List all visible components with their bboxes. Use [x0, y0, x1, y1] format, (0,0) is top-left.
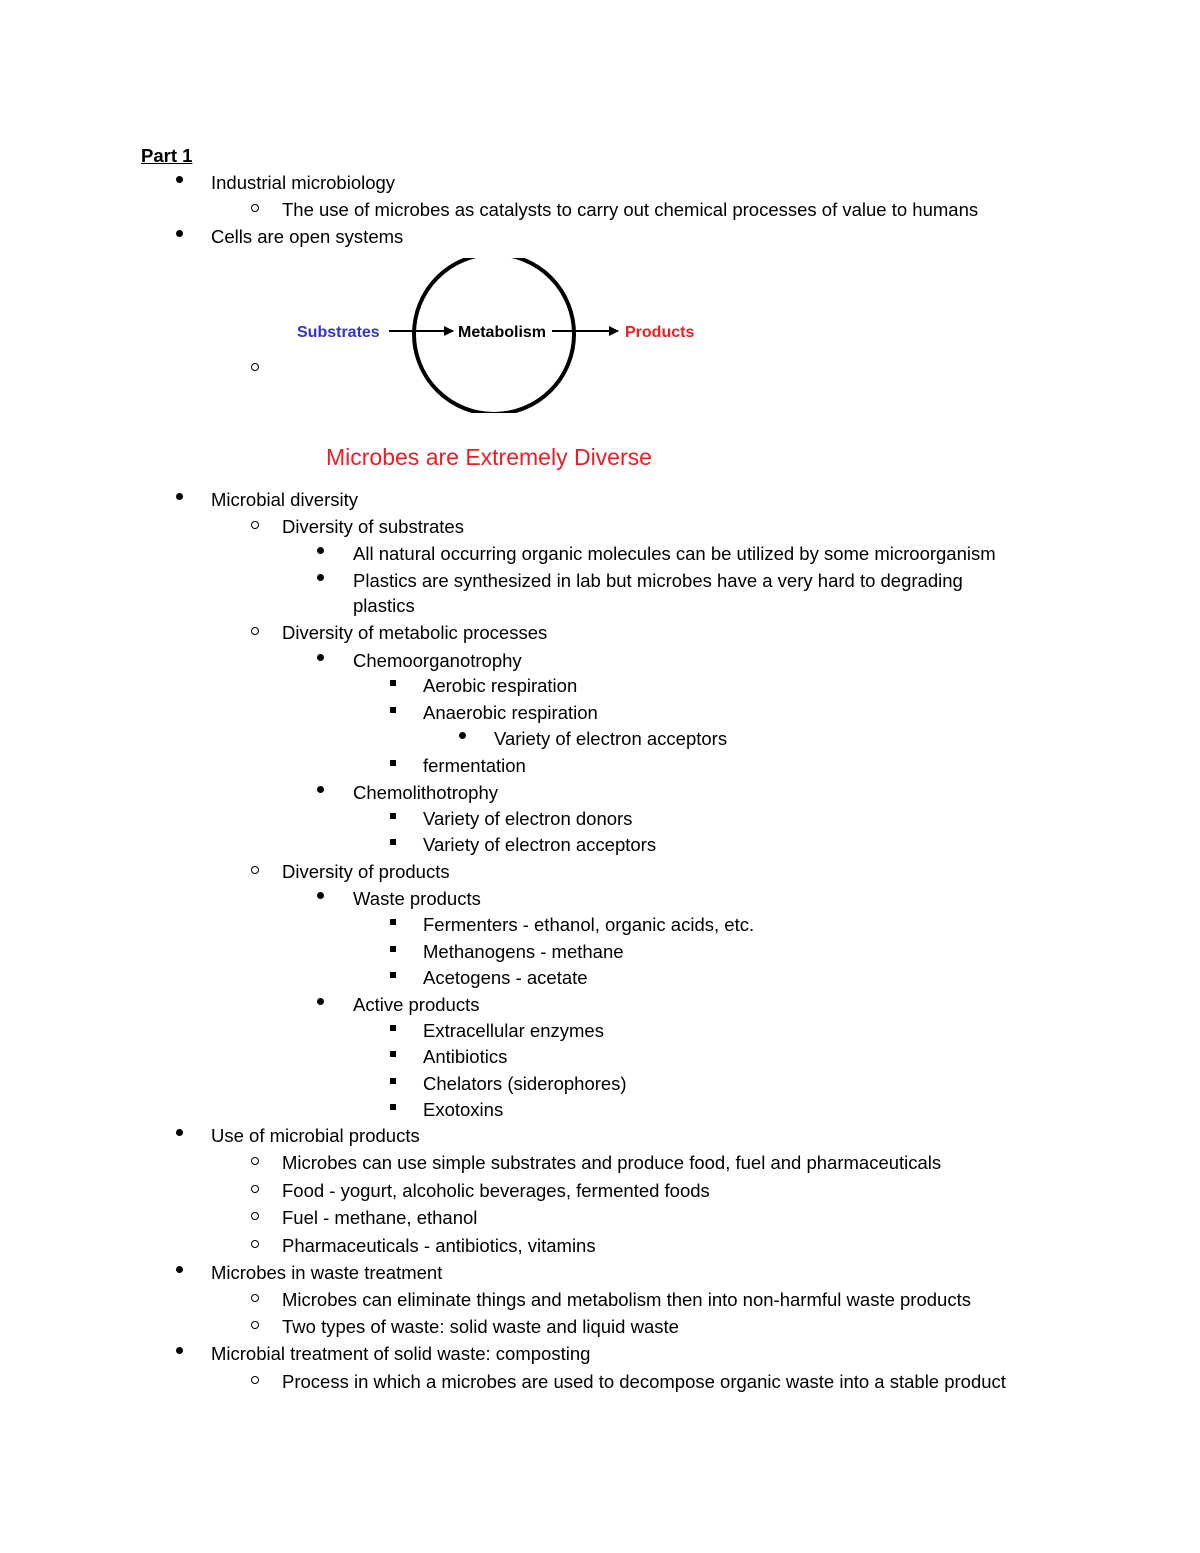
- list-item: Acetogens - acetate: [423, 967, 588, 988]
- bullet-circle-icon: [251, 1212, 259, 1220]
- bullet-circle-icon: [251, 1157, 259, 1165]
- bullet-disc-icon: [176, 493, 183, 500]
- list-item: Microbes can eliminate things and metabolism then into non-harmful waste products: [282, 1289, 971, 1310]
- bullet-disc-icon: [176, 230, 183, 237]
- metabolism-diagram: [290, 258, 710, 413]
- bullet-circle-icon: [251, 866, 259, 874]
- list-item-continuation: plastics: [353, 595, 415, 616]
- bullet-circle-icon: [251, 521, 259, 529]
- bullet-square-icon: [390, 1025, 396, 1031]
- list-item: Exotoxins: [423, 1099, 504, 1120]
- list-item: Active products: [353, 994, 480, 1015]
- list-item: Antibiotics: [423, 1046, 508, 1067]
- list-item: Process in which a microbes are used to decompose organic waste into a stable product: [282, 1371, 1006, 1392]
- bullet-disc-icon: [176, 1129, 183, 1136]
- list-item: Anaerobic respiration: [423, 702, 598, 723]
- list-item: Food - yogurt, alcoholic beverages, fermented foods: [282, 1180, 710, 1201]
- list-item: All natural occurring organic molecules can be utilized by some microorganism: [353, 543, 996, 564]
- list-item: Cells are open systems: [211, 226, 404, 247]
- section-heading: Microbes are Extremely Diverse: [326, 444, 652, 470]
- list-item: Microbial treatment of solid waste: composting: [211, 1343, 591, 1364]
- bullet-square-icon: [390, 813, 396, 819]
- bullet-square-icon: [390, 707, 396, 713]
- bullet-disc-icon: [176, 176, 183, 183]
- bullet-square-icon: [390, 946, 396, 952]
- bullet-disc-icon: [317, 547, 324, 554]
- bullet-circle-icon: [251, 1376, 259, 1384]
- list-item: fermentation: [423, 755, 526, 776]
- list-item: Methanogens - methane: [423, 941, 624, 962]
- list-item: Variety of electron acceptors: [423, 834, 657, 855]
- products-label: Products: [625, 324, 695, 341]
- part-title: Part 1: [141, 145, 193, 166]
- list-item: Diversity of substrates: [282, 516, 464, 537]
- bullet-disc-icon: [459, 732, 466, 739]
- substrates-label: Substrates: [297, 324, 380, 341]
- list-item: Fuel - methane, ethanol: [282, 1207, 478, 1228]
- bullet-circle-icon: [251, 1294, 259, 1302]
- bullet-disc-icon: [317, 574, 324, 581]
- bullet-disc-icon: [317, 892, 324, 899]
- bullet-square-icon: [390, 839, 396, 845]
- bullet-disc-icon: [317, 654, 324, 661]
- list-item: Diversity of metabolic processes: [282, 622, 548, 643]
- metabolism-label: Metabolism: [458, 324, 547, 341]
- bullet-square-icon: [390, 1078, 396, 1084]
- bullet-square-icon: [390, 680, 396, 686]
- bullet-circle-icon: [251, 1240, 259, 1248]
- bullet-circle-icon: [251, 1321, 259, 1329]
- list-item: Variety of electron acceptors: [494, 728, 728, 749]
- bullet-circle-icon: [251, 363, 259, 371]
- bullet-square-icon: [390, 760, 396, 766]
- bullet-square-icon: [390, 972, 396, 978]
- list-item: Pharmaceuticals - antibiotics, vitamins: [282, 1235, 596, 1256]
- list-item: Microbes in waste treatment: [211, 1262, 443, 1283]
- bullet-circle-icon: [251, 627, 259, 635]
- list-item: Waste products: [353, 888, 481, 909]
- bullet-square-icon: [390, 1051, 396, 1057]
- bullet-square-icon: [390, 919, 396, 925]
- list-item: Diversity of products: [282, 861, 450, 882]
- bullet-disc-icon: [176, 1347, 183, 1354]
- list-item: Use of microbial products: [211, 1125, 420, 1146]
- bullet-disc-icon: [176, 1266, 183, 1273]
- list-item: Variety of electron donors: [423, 808, 633, 829]
- list-item: The use of microbes as catalysts to carry out chemical processes of value to humans: [282, 199, 979, 220]
- bullet-square-icon: [390, 1104, 396, 1110]
- bullet-circle-icon: [251, 204, 259, 212]
- list-item: Chemoorganotrophy: [353, 650, 522, 671]
- list-item: Chelators (siderophores): [423, 1073, 627, 1094]
- bullet-circle-icon: [251, 1185, 259, 1193]
- list-item: Industrial microbiology: [211, 172, 396, 193]
- list-item: Plastics are synthesized in lab but microbes have a very hard to degrading: [353, 570, 963, 591]
- bullet-disc-icon: [317, 998, 324, 1005]
- bullet-disc-icon: [317, 786, 324, 793]
- list-item: Microbes can use simple substrates and produce food, fuel and pharmaceuticals: [282, 1152, 942, 1173]
- list-item: Fermenters - ethanol, organic acids, etc.: [423, 914, 755, 935]
- list-item: Microbial diversity: [211, 489, 359, 510]
- list-item: Aerobic respiration: [423, 675, 578, 696]
- list-item: Extracellular enzymes: [423, 1020, 604, 1041]
- list-item: Chemolithotrophy: [353, 782, 498, 803]
- list-item: Two types of waste: solid waste and liquid waste: [282, 1316, 679, 1337]
